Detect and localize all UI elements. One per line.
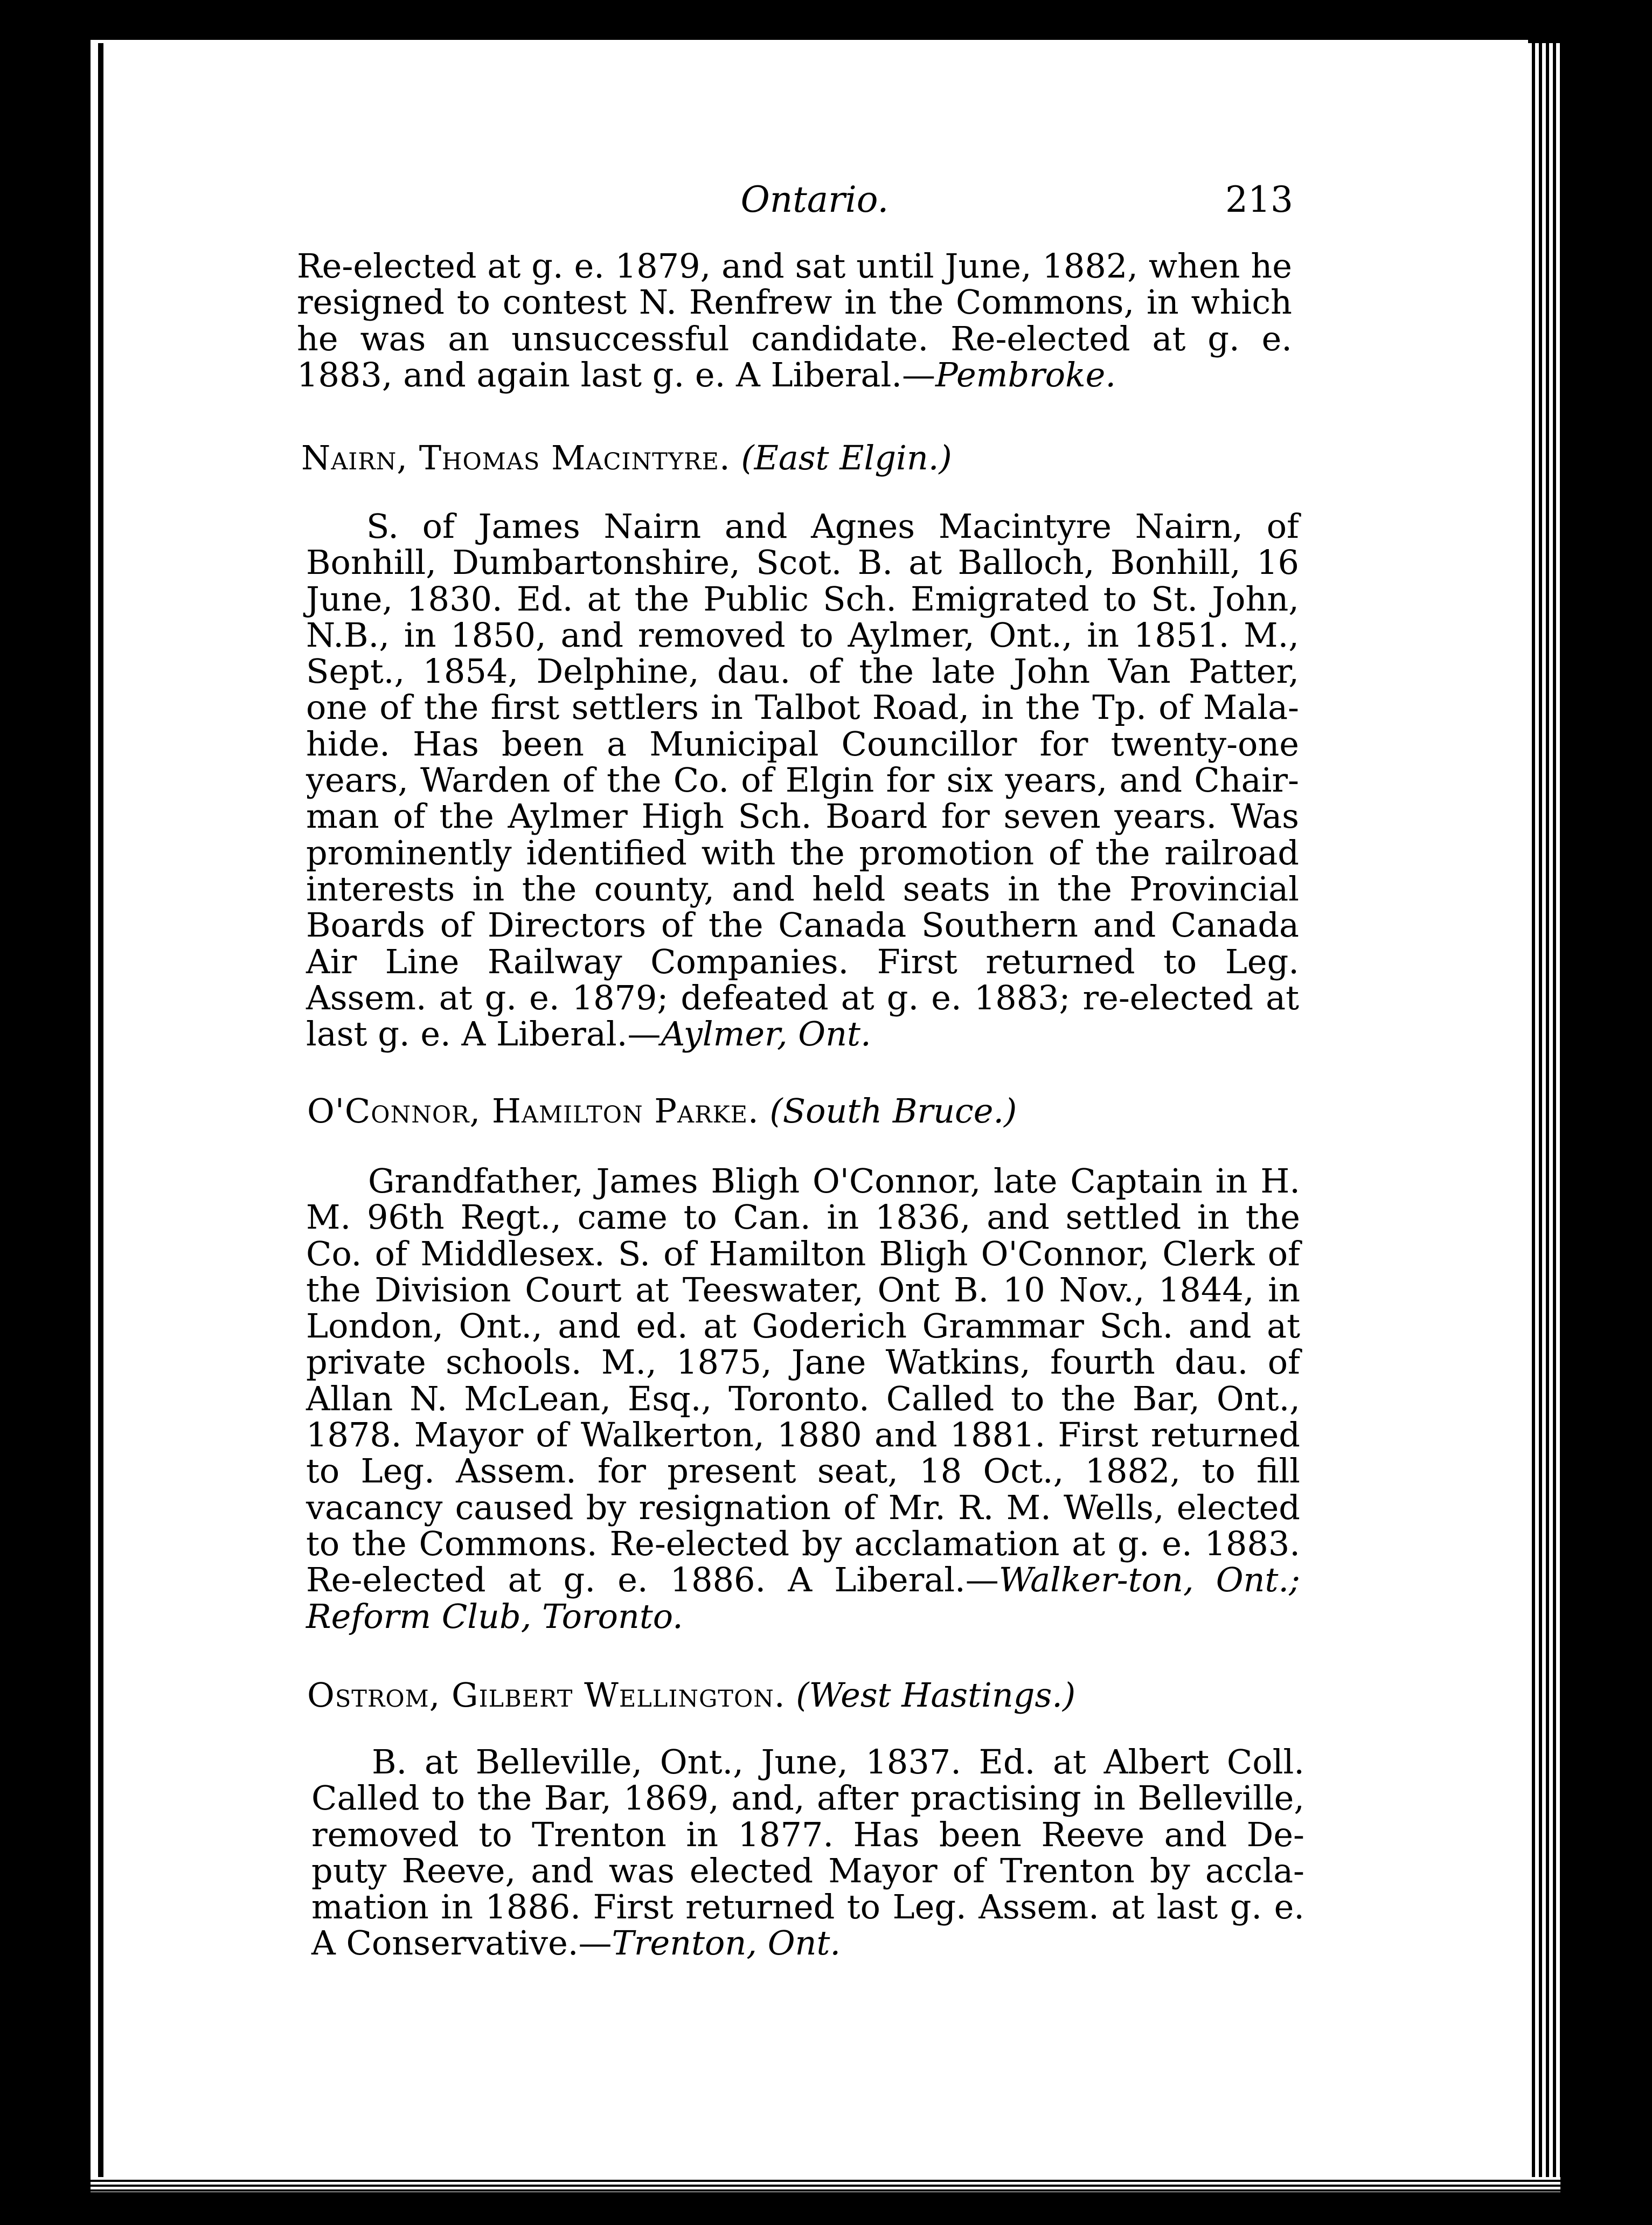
page-number: 213 (1225, 179, 1293, 220)
residence: Pembroke. (935, 355, 1116, 394)
member-name: Ostrom, Gilbert Wellington. (307, 1675, 786, 1715)
body-text: Co. of Middlesex. S. of Hamilton Bligh O'Connor, Clerk (306, 1233, 1255, 1273)
entry-heading (301, 436, 952, 480)
body-text: removed to Trenton in 1877. Has been Reeve and De- (311, 1814, 1304, 1854)
body-text: Called to the Bar, 1869, and, after practising in Belleville, (311, 1778, 1304, 1818)
body-text: mation in 1886. First returned to Leg. Assem. at last (311, 1887, 1218, 1927)
body-text: man of the Aylmer High Sch. Board for seven years. Was (306, 796, 1299, 836)
body-text: Re-elected at g. e. 1879, and sat until June, 1882, when he (297, 246, 1292, 286)
body-text: puty Reeve, and was elected Mayor of Trenton by accla- (311, 1850, 1304, 1890)
body-text: g. e. A Conservative.— (311, 1887, 1304, 1963)
body-text: of Allan N. McLean, Esq., Toronto. Called to the Bar, (306, 1342, 1300, 1418)
member-name: Nairn, Thomas Macintyre. (301, 438, 731, 477)
body-text: elected to the Commons. Re-elected by acclamation at (306, 1487, 1300, 1563)
body-text: returned to Leg. Assem. for present seat, 18 Oct., 1882, to (306, 1415, 1300, 1491)
body-text: resigned to contest N. Renfrew in the Commons, in which (297, 282, 1292, 322)
body-text: interests in the county, and held seats in the Provincial (306, 869, 1299, 909)
body-text: fill vacancy caused by resignation of Mr. R. M. Wells, (306, 1451, 1300, 1527)
riding: (South Bruce.) (769, 1091, 1017, 1131)
body-text: in London, Ont., and ed. at Goderich Grammar Sch. and (306, 1270, 1300, 1346)
body-text: Grandfather, James Bligh O'Connor, late Captain in (368, 1161, 1248, 1201)
body-text: years, Warden of the Co. of Elgin for six years, and Chair- (306, 760, 1299, 800)
entry-heading (307, 1674, 1075, 1717)
body-text: 1883, and again last g. e. A Liberal.— (297, 355, 936, 394)
body-text: Boards of Directors of the Canada Southern and Canada (306, 905, 1299, 945)
entry-body (306, 1163, 1300, 1634)
residence: Walker-ton, Ont.; Reform Club, Toronto. (306, 1560, 1301, 1636)
running-title: Ontario. (740, 179, 889, 220)
binding-rule (98, 43, 103, 2177)
entry-body (297, 248, 1292, 393)
body-text: prominently identified with the promotion of the railroad (306, 833, 1299, 872)
body-text: last g. e. A Liberal.— (306, 1014, 661, 1054)
body-text: S. of James Nairn and Agnes Macintyre Nairn, of (366, 507, 1299, 546)
body-text: Bonhill, Dumbartonshire, Scot. B. at Balloch, Bonhill, 16 (306, 543, 1299, 583)
riding: (West Hastings.) (796, 1675, 1076, 1715)
body-text: at private schools. M., 1875, Jane Watkins, fourth dau. (306, 1306, 1300, 1382)
body-text: June, 1830. Ed. at the Public Sch. Emigrated to St. (306, 579, 1198, 619)
residence: Aylmer, Ont. (661, 1014, 871, 1054)
entry-body (306, 508, 1299, 1052)
riding: (East Elgin.) (741, 438, 952, 477)
body-text: Ont., 1878. Mayor of Walkerton, 1880 and 1881. First (306, 1378, 1300, 1455)
body-text: M., Sept., 1854, Delphine, dau. of the late John Van Patter, (306, 615, 1299, 691)
body-text: H. M. 96th Regt., came to Can. in 1836, and settled in the (306, 1161, 1301, 1237)
body-text: of the Division Court at Teeswater, Ont B. 10 Nov., 1844, (306, 1233, 1300, 1309)
body-text: one of the first settlers in Talbot Road, in the Tp. of Mala- (306, 688, 1299, 727)
body-text: B. at Belleville, Ont., June, 1837. Ed. at Albert Coll. (372, 1742, 1304, 1782)
body-text: hide. Has been a Municipal Councillor for twenty-one (306, 724, 1299, 764)
page-edge-right (1528, 43, 1560, 2177)
member-name: O'Connor, Hamilton Parke. (307, 1091, 759, 1131)
body-text: he was an unsuccessful candidate. Re-elected at g. e. (297, 318, 1292, 358)
body-text: g. e. 1883. Re-elected at g. e. 1886. A Liberal.— (306, 1523, 1300, 1600)
residence: Trenton, Ont. (612, 1923, 841, 1963)
body-text: Assem. at g. e. 1879; defeated at g. e. 1883; re-elected at (306, 978, 1299, 1017)
entry-body (311, 1744, 1304, 1961)
body-text: John, N.B., in 1850, and removed to Aylmer, Ont., in 1851. (306, 579, 1299, 655)
entry-heading (307, 1090, 1017, 1133)
body-text: Air Line Railway Companies. First returned to Leg. (306, 941, 1299, 981)
page-edge-bottom (91, 2177, 1560, 2192)
